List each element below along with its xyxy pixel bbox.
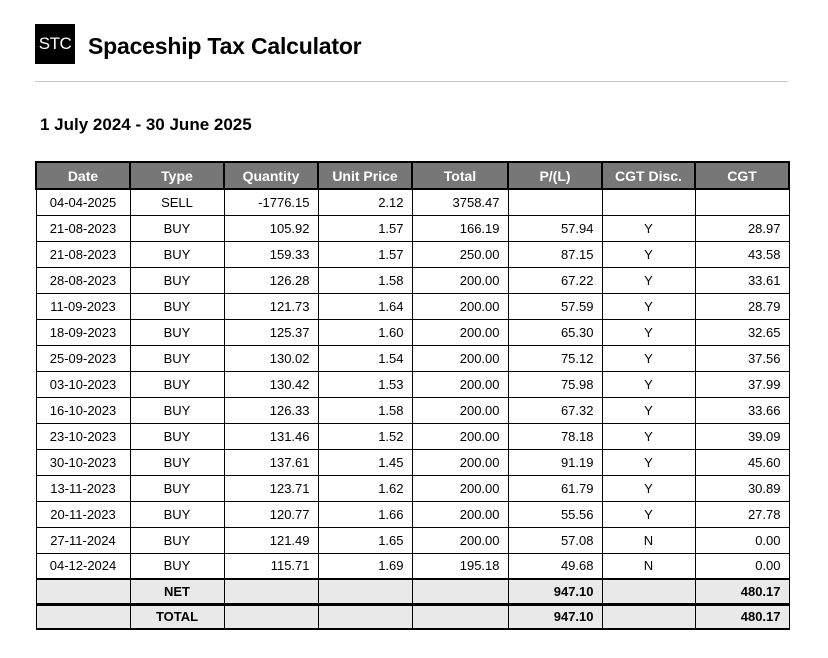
cgt-cell: 28.97 xyxy=(695,215,789,241)
table-row xyxy=(36,215,789,241)
cgt-cell: 33.66 xyxy=(695,397,789,423)
unit-price-cell: 1.53 xyxy=(318,371,412,397)
type-cell: BUY xyxy=(130,371,224,397)
date-cell: 20-11-2023 xyxy=(36,501,130,527)
header-divider xyxy=(35,81,788,82)
cgt-cell: 39.09 xyxy=(695,423,789,449)
total-label: TOTAL xyxy=(130,604,224,629)
quantity-cell: 115.71 xyxy=(224,553,318,579)
date-cell: 18-09-2023 xyxy=(36,319,130,345)
total-empty-cell xyxy=(602,604,695,629)
column-header-profit-loss: P/(L) xyxy=(508,162,602,189)
profit-loss-cell: 61.79 xyxy=(508,475,602,501)
app-title: Spaceship Tax Calculator xyxy=(88,33,362,59)
cgt-cell: 27.78 xyxy=(695,501,789,527)
quantity-cell: 105.92 xyxy=(224,215,318,241)
cgt-discount-cell: Y xyxy=(602,475,695,501)
cgt-cell: 43.58 xyxy=(695,241,789,267)
total-empty-cell xyxy=(318,604,412,629)
column-header-date: Date xyxy=(36,162,130,189)
date-cell: 16-10-2023 xyxy=(36,397,130,423)
net-cgt: 480.17 xyxy=(695,579,789,604)
unit-price-cell: 1.58 xyxy=(318,397,412,423)
type-cell: BUY xyxy=(130,475,224,501)
total-cell: 200.00 xyxy=(412,345,508,371)
profit-loss-cell: 67.32 xyxy=(508,397,602,423)
column-header-cgt-discount: CGT Disc. xyxy=(602,162,695,189)
cgt-discount-cell: Y xyxy=(602,241,695,267)
unit-price-cell: 1.64 xyxy=(318,293,412,319)
cgt-cell: 37.99 xyxy=(695,371,789,397)
table-row xyxy=(36,449,789,475)
cgt-cell: 0.00 xyxy=(695,553,789,579)
table-row xyxy=(36,293,789,319)
type-cell: BUY xyxy=(130,397,224,423)
cgt-cell: 28.79 xyxy=(695,293,789,319)
total-empty-cell xyxy=(36,604,130,629)
type-cell: BUY xyxy=(130,345,224,371)
total-cell: 166.19 xyxy=(412,215,508,241)
cgt-discount-cell xyxy=(602,189,695,215)
total-cell: 195.18 xyxy=(412,553,508,579)
unit-price-cell: 1.66 xyxy=(318,501,412,527)
unit-price-cell: 1.69 xyxy=(318,553,412,579)
column-header-type: Type xyxy=(130,162,224,189)
table-row xyxy=(36,553,789,579)
total-cgt: 480.17 xyxy=(695,604,789,629)
unit-price-cell: 1.62 xyxy=(318,475,412,501)
net-empty-cell xyxy=(36,579,130,604)
unit-price-cell: 1.52 xyxy=(318,423,412,449)
type-cell: SELL xyxy=(130,189,224,215)
quantity-cell: 121.49 xyxy=(224,527,318,553)
type-cell: BUY xyxy=(130,527,224,553)
quantity-cell: 126.28 xyxy=(224,267,318,293)
net-empty-cell xyxy=(412,579,508,604)
type-cell: BUY xyxy=(130,319,224,345)
cgt-cell xyxy=(695,189,789,215)
type-cell: BUY xyxy=(130,449,224,475)
net-empty-cell xyxy=(224,579,318,604)
total-cell: 200.00 xyxy=(412,527,508,553)
date-cell: 11-09-2023 xyxy=(36,293,130,319)
quantity-cell: 131.46 xyxy=(224,423,318,449)
table-row xyxy=(36,267,789,293)
type-cell: BUY xyxy=(130,241,224,267)
quantity-cell: 125.37 xyxy=(224,319,318,345)
cgt-cell: 0.00 xyxy=(695,527,789,553)
profit-loss-cell: 91.19 xyxy=(508,449,602,475)
date-cell: 21-08-2023 xyxy=(36,241,130,267)
type-cell: BUY xyxy=(130,553,224,579)
table-row xyxy=(36,189,789,215)
total-cell: 200.00 xyxy=(412,267,508,293)
net-label: NET xyxy=(130,579,224,604)
cgt-discount-cell: N xyxy=(602,527,695,553)
date-cell: 30-10-2023 xyxy=(36,449,130,475)
date-cell: 25-09-2023 xyxy=(36,345,130,371)
total-cell: 200.00 xyxy=(412,449,508,475)
quantity-cell: 126.33 xyxy=(224,397,318,423)
quantity-cell: 121.73 xyxy=(224,293,318,319)
type-cell: BUY xyxy=(130,293,224,319)
unit-price-cell: 1.54 xyxy=(318,345,412,371)
unit-price-cell: 1.57 xyxy=(318,241,412,267)
quantity-cell: 159.33 xyxy=(224,241,318,267)
date-cell: 28-08-2023 xyxy=(36,267,130,293)
date-cell: 13-11-2023 xyxy=(36,475,130,501)
profit-loss-cell: 65.30 xyxy=(508,319,602,345)
table-row xyxy=(36,241,789,267)
net-row xyxy=(36,579,789,604)
profit-loss-cell: 78.18 xyxy=(508,423,602,449)
total-cell: 200.00 xyxy=(412,319,508,345)
profit-loss-cell: 55.56 xyxy=(508,501,602,527)
cgt-cell: 45.60 xyxy=(695,449,789,475)
total-cell: 200.00 xyxy=(412,371,508,397)
cgt-cell: 37.56 xyxy=(695,345,789,371)
cgt-cell: 32.65 xyxy=(695,319,789,345)
total-row xyxy=(36,604,789,629)
net-profit-loss: 947.10 xyxy=(508,579,602,604)
cgt-discount-cell: Y xyxy=(602,371,695,397)
profit-loss-cell: 67.22 xyxy=(508,267,602,293)
profit-loss-cell: 57.94 xyxy=(508,215,602,241)
total-profit-loss: 947.10 xyxy=(508,604,602,629)
cgt-discount-cell: Y xyxy=(602,423,695,449)
date-cell: 03-10-2023 xyxy=(36,371,130,397)
quantity-cell: -1776.15 xyxy=(224,189,318,215)
unit-price-cell: 1.58 xyxy=(318,267,412,293)
quantity-cell: 137.61 xyxy=(224,449,318,475)
quantity-cell: 130.02 xyxy=(224,345,318,371)
table-row xyxy=(36,527,789,553)
type-cell: BUY xyxy=(130,267,224,293)
column-header-unit-price: Unit Price xyxy=(318,162,412,189)
table-row xyxy=(36,345,789,371)
cgt-discount-cell: Y xyxy=(602,345,695,371)
quantity-cell: 120.77 xyxy=(224,501,318,527)
table-row xyxy=(36,319,789,345)
app-logo: STC xyxy=(35,24,75,64)
date-cell: 04-04-2025 xyxy=(36,189,130,215)
date-cell: 27-11-2024 xyxy=(36,527,130,553)
cgt-discount-cell: N xyxy=(602,553,695,579)
cgt-discount-cell: Y xyxy=(602,319,695,345)
unit-price-cell: 1.65 xyxy=(318,527,412,553)
profit-loss-cell: 87.15 xyxy=(508,241,602,267)
cgt-discount-cell: Y xyxy=(602,397,695,423)
profit-loss-cell: 75.12 xyxy=(508,345,602,371)
cgt-discount-cell: Y xyxy=(602,501,695,527)
column-header-cgt: CGT xyxy=(695,162,789,189)
type-cell: BUY xyxy=(130,423,224,449)
table-row xyxy=(36,371,789,397)
total-cell: 200.00 xyxy=(412,293,508,319)
net-empty-cell xyxy=(602,579,695,604)
unit-price-cell: 1.60 xyxy=(318,319,412,345)
unit-price-cell: 1.45 xyxy=(318,449,412,475)
profit-loss-cell: 75.98 xyxy=(508,371,602,397)
unit-price-cell: 1.57 xyxy=(318,215,412,241)
cgt-cell: 30.89 xyxy=(695,475,789,501)
quantity-cell: 123.71 xyxy=(224,475,318,501)
table-row xyxy=(36,475,789,501)
profit-loss-cell: 57.59 xyxy=(508,293,602,319)
table-row xyxy=(36,397,789,423)
type-cell: BUY xyxy=(130,501,224,527)
cgt-discount-cell: Y xyxy=(602,215,695,241)
tax-period-heading: 1 July 2024 - 30 June 2025 xyxy=(40,115,252,134)
cgt-discount-cell: Y xyxy=(602,267,695,293)
cgt-discount-cell: Y xyxy=(602,293,695,319)
cgt-cell: 33.61 xyxy=(695,267,789,293)
profit-loss-cell: 57.08 xyxy=(508,527,602,553)
column-header-quantity: Quantity xyxy=(224,162,318,189)
date-cell: 23-10-2023 xyxy=(36,423,130,449)
date-cell: 21-08-2023 xyxy=(36,215,130,241)
profit-loss-cell: 49.68 xyxy=(508,553,602,579)
transactions-table xyxy=(35,161,790,630)
total-cell: 200.00 xyxy=(412,501,508,527)
table-row xyxy=(36,501,789,527)
net-empty-cell xyxy=(318,579,412,604)
cgt-discount-cell: Y xyxy=(602,449,695,475)
type-cell: BUY xyxy=(130,215,224,241)
table-row xyxy=(36,423,789,449)
profit-loss-cell xyxy=(508,189,602,215)
column-header-total: Total xyxy=(412,162,508,189)
quantity-cell: 130.42 xyxy=(224,371,318,397)
total-empty-cell xyxy=(224,604,318,629)
total-cell: 200.00 xyxy=(412,475,508,501)
total-cell: 3758.47 xyxy=(412,189,508,215)
unit-price-cell: 2.12 xyxy=(318,189,412,215)
total-empty-cell xyxy=(412,604,508,629)
total-cell: 200.00 xyxy=(412,423,508,449)
date-cell: 04-12-2024 xyxy=(36,553,130,579)
total-cell: 250.00 xyxy=(412,241,508,267)
table-header-row xyxy=(36,162,789,189)
total-cell: 200.00 xyxy=(412,397,508,423)
